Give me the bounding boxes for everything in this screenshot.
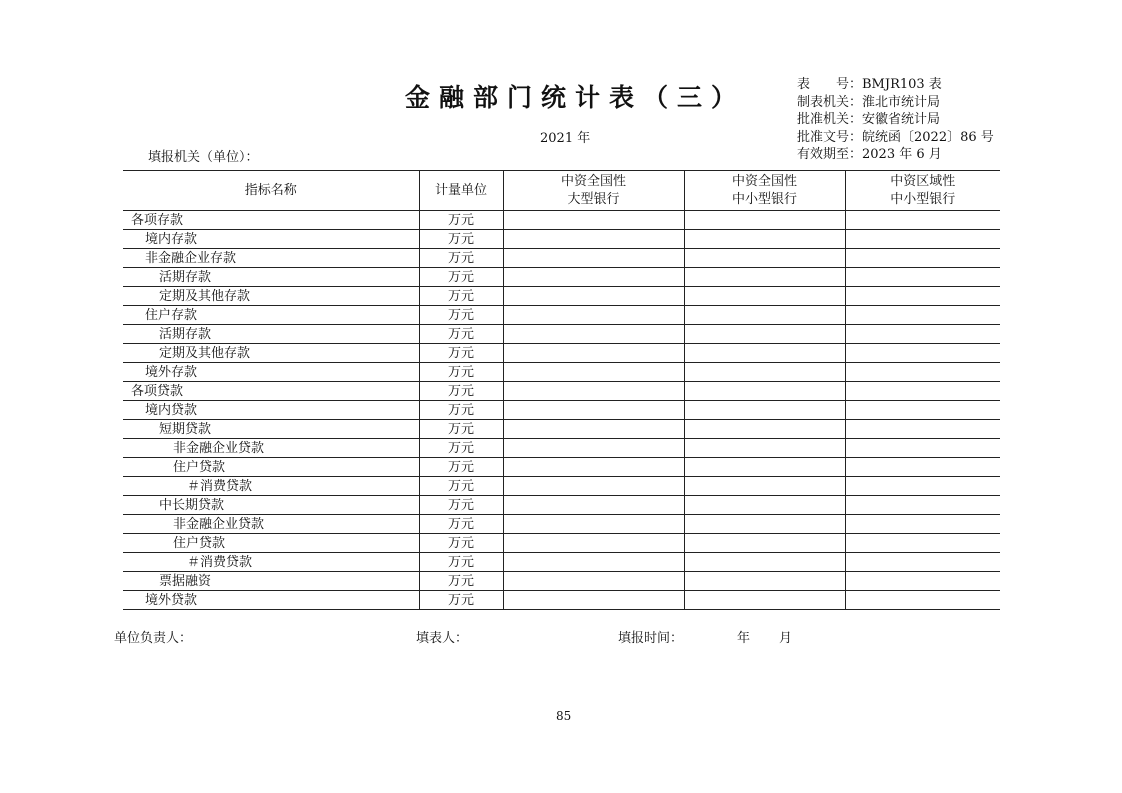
row-name: 活期存款: [123, 325, 419, 344]
table-row: [123, 420, 1000, 439]
table-row: [123, 553, 1000, 572]
value-cell[interactable]: [684, 344, 845, 363]
row-unit: 万元: [419, 572, 503, 591]
header-national-small-medium-banks: [684, 171, 845, 211]
value-cell[interactable]: [684, 439, 845, 458]
row-unit: 万元: [419, 211, 503, 230]
value-cell[interactable]: [845, 420, 1000, 439]
table-row: [123, 211, 1000, 230]
reporting-unit-label: 填报机关（单位）：: [148, 150, 259, 165]
value-cell[interactable]: [503, 401, 684, 420]
approving-authority: 批准机关：安徽省统计局: [797, 112, 941, 127]
value-cell[interactable]: [503, 553, 684, 572]
value-cell[interactable]: [503, 591, 684, 610]
row-unit: 万元: [419, 268, 503, 287]
header-regional-small-medium-banks: [845, 171, 1000, 211]
row-name: 非金融企业贷款: [123, 439, 419, 458]
header-line: 中小型银行: [731, 191, 797, 207]
table-header-row: [123, 171, 1000, 211]
value-cell[interactable]: [845, 477, 1000, 496]
row-unit: 万元: [419, 344, 503, 363]
value-cell[interactable]: [503, 496, 684, 515]
year-unit-label: 年: [737, 631, 751, 646]
row-unit: 万元: [419, 458, 503, 477]
row-name: 境外贷款: [123, 591, 419, 610]
value-cell[interactable]: [845, 325, 1000, 344]
row-name: 非金融企业存款: [123, 249, 419, 268]
row-name: 境内存款: [123, 230, 419, 249]
row-unit: 万元: [419, 230, 503, 249]
valid-until: 有效期至：2023 年 6 月: [797, 147, 942, 162]
header-line: 中资全国性: [731, 173, 797, 189]
value-cell[interactable]: [503, 325, 684, 344]
value-cell[interactable]: [684, 477, 845, 496]
row-unit: 万元: [419, 325, 503, 344]
value-cell[interactable]: [845, 401, 1000, 420]
value-cell[interactable]: [845, 230, 1000, 249]
row-unit: 万元: [419, 382, 503, 401]
table-title: 金融部门统计表（三）: [405, 83, 746, 112]
row-unit: 万元: [419, 553, 503, 572]
value-cell[interactable]: [503, 268, 684, 287]
value-cell[interactable]: [503, 363, 684, 382]
row-name: 短期贷款: [123, 420, 419, 439]
value-cell[interactable]: [845, 534, 1000, 553]
value-cell[interactable]: [503, 382, 684, 401]
value-cell[interactable]: [503, 572, 684, 591]
value-cell[interactable]: [503, 287, 684, 306]
value-cell[interactable]: [503, 211, 684, 230]
value-cell[interactable]: [684, 534, 845, 553]
value-cell[interactable]: [503, 477, 684, 496]
header-indicator-name: 指标名称: [123, 171, 419, 211]
value-cell[interactable]: [845, 344, 1000, 363]
table-row: [123, 363, 1000, 382]
value-cell[interactable]: [503, 344, 684, 363]
row-name: 活期存款: [123, 268, 419, 287]
row-unit: 万元: [419, 477, 503, 496]
header-line: 中小型银行: [890, 191, 956, 207]
value-cell[interactable]: [684, 553, 845, 572]
value-cell[interactable]: [503, 306, 684, 325]
value-cell[interactable]: [845, 363, 1000, 382]
value-cell[interactable]: [845, 572, 1000, 591]
value-cell[interactable]: [503, 420, 684, 439]
row-name: 非金融企业贷款: [123, 515, 419, 534]
row-name: 各项贷款: [123, 382, 419, 401]
table-row: [123, 401, 1000, 420]
header-national-large-banks: [503, 171, 684, 211]
value-cell[interactable]: [503, 458, 684, 477]
row-unit: 万元: [419, 534, 503, 553]
header-unit: 计量单位: [419, 171, 503, 211]
row-unit: 万元: [419, 306, 503, 325]
table-row: [123, 268, 1000, 287]
issuing-authority: 制表机关：淮北市统计局: [797, 94, 941, 110]
value-cell[interactable]: [845, 458, 1000, 477]
row-unit: 万元: [419, 439, 503, 458]
row-unit: 万元: [419, 496, 503, 515]
page-number: 85: [556, 709, 572, 723]
value-cell[interactable]: [503, 534, 684, 553]
value-cell[interactable]: [684, 287, 845, 306]
value-cell[interactable]: [845, 306, 1000, 325]
value-cell[interactable]: [845, 515, 1000, 534]
table-row: [123, 477, 1000, 496]
row-unit: 万元: [419, 515, 503, 534]
value-cell[interactable]: [503, 439, 684, 458]
value-cell[interactable]: [684, 572, 845, 591]
value-cell[interactable]: [684, 306, 845, 325]
value-cell[interactable]: [684, 230, 845, 249]
table-row: [123, 572, 1000, 591]
table-row: [123, 382, 1000, 401]
value-cell[interactable]: [845, 211, 1000, 230]
value-cell[interactable]: [684, 211, 845, 230]
row-name: 票据融资: [123, 572, 419, 591]
row-name: 中长期贷款: [123, 496, 419, 515]
header-line: 大型银行: [567, 191, 620, 207]
row-name: 各项存款: [123, 211, 419, 230]
row-name: 住户贷款: [123, 534, 419, 553]
value-cell[interactable]: [845, 496, 1000, 515]
value-cell[interactable]: [684, 325, 845, 344]
value-cell[interactable]: [684, 458, 845, 477]
value-cell[interactable]: [684, 496, 845, 515]
table-row: [123, 344, 1000, 363]
statistics-table: [123, 170, 1000, 610]
value-cell[interactable]: [684, 401, 845, 420]
table-row: [123, 306, 1000, 325]
value-cell[interactable]: [684, 591, 845, 610]
table-row: [123, 287, 1000, 306]
row-name: 住户贷款: [123, 458, 419, 477]
table-row: [123, 458, 1000, 477]
form-number: 表 号：BMJR103 表: [797, 77, 942, 92]
row-unit: 万元: [419, 591, 503, 610]
value-cell[interactable]: [503, 230, 684, 249]
row-unit: 万元: [419, 420, 503, 439]
table-row: [123, 249, 1000, 268]
report-year: 2021 年: [540, 131, 591, 146]
row-name: 住户存款: [123, 306, 419, 325]
value-cell[interactable]: [684, 420, 845, 439]
value-cell[interactable]: [503, 249, 684, 268]
row-name: 境内贷款: [123, 401, 419, 420]
table-row: [123, 439, 1000, 458]
table-row: [123, 496, 1000, 515]
table-row: [123, 325, 1000, 344]
form-metadata: [797, 76, 994, 164]
value-cell[interactable]: [684, 249, 845, 268]
approval-number: 批准文号：皖统函〔2022〕86 号: [797, 129, 994, 145]
fill-time-label: 填报时间：: [618, 631, 684, 646]
value-cell[interactable]: [845, 439, 1000, 458]
table-row: [123, 591, 1000, 610]
value-cell[interactable]: [845, 382, 1000, 401]
row-name: 定期及其他存款: [123, 287, 419, 306]
form-filler-label: 填表人：: [416, 631, 469, 646]
table-row: [123, 534, 1000, 553]
value-cell[interactable]: [684, 382, 845, 401]
header-line: 中资区域性: [890, 173, 956, 189]
row-unit: 万元: [419, 363, 503, 382]
row-unit: 万元: [419, 249, 503, 268]
unit-leader-label: 单位负责人：: [114, 631, 193, 646]
table-row: [123, 515, 1000, 534]
row-name: ＃消费贷款: [123, 477, 419, 496]
value-cell[interactable]: [684, 268, 845, 287]
value-cell[interactable]: [845, 287, 1000, 306]
row-name: 境外存款: [123, 363, 419, 382]
value-cell[interactable]: [845, 553, 1000, 572]
value-cell[interactable]: [845, 249, 1000, 268]
header-line: 中资全国性: [560, 173, 626, 189]
value-cell[interactable]: [845, 268, 1000, 287]
row-unit: 万元: [419, 401, 503, 420]
row-name: 定期及其他存款: [123, 344, 419, 363]
value-cell[interactable]: [684, 515, 845, 534]
row-name: ＃消费贷款: [123, 553, 419, 572]
value-cell[interactable]: [845, 591, 1000, 610]
table-row: [123, 230, 1000, 249]
value-cell[interactable]: [503, 515, 684, 534]
row-unit: 万元: [419, 287, 503, 306]
value-cell[interactable]: [684, 363, 845, 382]
month-unit-label: 月: [779, 631, 793, 646]
